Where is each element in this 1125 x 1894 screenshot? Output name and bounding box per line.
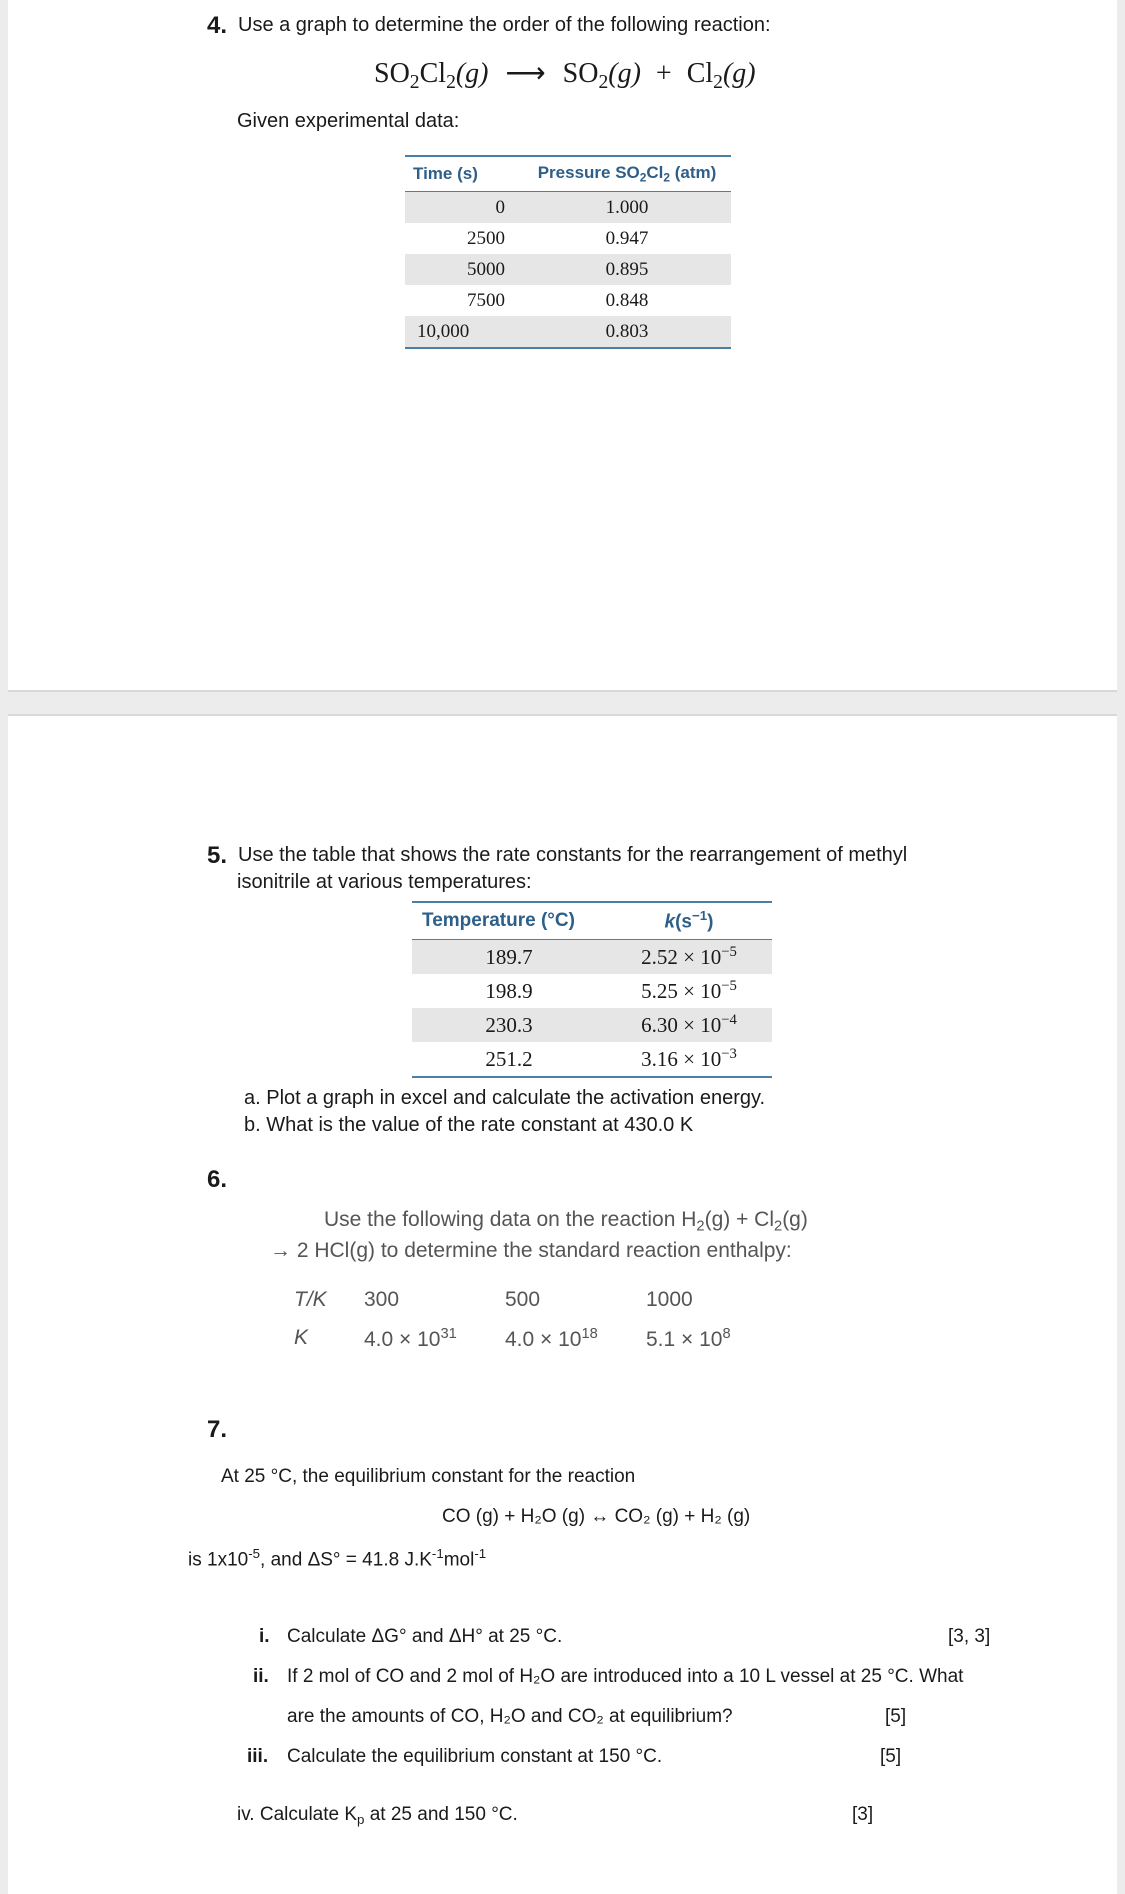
q4-text: Use a graph to determine the order of the following reaction: bbox=[238, 14, 771, 36]
q5-number: 5. bbox=[207, 842, 228, 869]
q5-text-line1: Use the table that shows the rate constants for the rearrangement of methyl bbox=[238, 844, 908, 866]
q6-K-label: K bbox=[294, 1326, 309, 1349]
q6-temp-1000: 1000 bbox=[646, 1288, 693, 1311]
table-row: 198.9 $5.25 \times 10^{-5}$ bbox=[485, 977, 737, 1004]
q7-ii-label: ii. bbox=[253, 1666, 269, 1687]
q7-given: is $1x10^{-5}$, and ΔS° = 41.8 $J.K^{-1}mol^{-1}$ bbox=[188, 1546, 487, 1571]
page-2 bbox=[8, 714, 1117, 1894]
q7-iii-text: Calculate the equilibrium constant at 150 °C. bbox=[287, 1746, 663, 1767]
reaction-arrow: ⟶ bbox=[505, 58, 546, 89]
q6-K-1000: $5.1 \times 10^8$ bbox=[646, 1326, 731, 1352]
header-temperature: Temperature (°C) bbox=[412, 902, 606, 940]
q4-given-label: Given experimental data: bbox=[237, 110, 460, 132]
q7-intro: At 25 °C, the equilibrium constant for the reaction bbox=[221, 1466, 636, 1487]
q6-temp-300: 300 bbox=[364, 1288, 400, 1311]
header-k: $k(s^{-1})$ bbox=[606, 902, 772, 940]
q6-temp-500: 500 bbox=[505, 1288, 541, 1311]
table-row: 5000 0.895 bbox=[405, 254, 731, 285]
table-row: 0 1.000 bbox=[405, 192, 731, 224]
table-row: 230.3 $6.30 \times 10^{-4}$ bbox=[412, 1008, 772, 1042]
q7-i-label: i. bbox=[259, 1626, 270, 1647]
table-row: 2500 0.947 bbox=[467, 227, 649, 249]
q7-i-marks: [3, 3] bbox=[948, 1626, 991, 1647]
q5-rate-table bbox=[412, 901, 772, 1078]
q7-number: 7. bbox=[207, 1416, 228, 1443]
q7-iii-marks: [5] bbox=[880, 1746, 902, 1767]
q7-iv-text: iv. Calculate $K_p$ at 25 and 150 °C. bbox=[237, 1804, 518, 1827]
table-row: 10,000 0.803 bbox=[405, 316, 731, 348]
q6-K-300: $4.0 \times 10^{31}$ bbox=[364, 1326, 457, 1352]
q5-part-b: b. What is the value of the rate constant at 430.0 K bbox=[244, 1114, 694, 1136]
header-pressure: Pressure $SO_2Cl_2$ (atm) bbox=[523, 156, 731, 192]
page-1 bbox=[8, 0, 1117, 692]
q6-line2: → 2 HCl(g) to determine the standard reaction enthalpy: bbox=[270, 1239, 792, 1262]
q7-i-text: Calculate ΔG° and ΔH° at 25 °C. bbox=[287, 1626, 563, 1647]
q4-data-table bbox=[405, 155, 731, 349]
q4-number: 4. bbox=[207, 12, 228, 39]
q6-number: 6. bbox=[207, 1166, 228, 1193]
table-row: 7500 0.848 bbox=[467, 289, 649, 311]
q7-iii-label: iii. bbox=[247, 1746, 269, 1767]
q7-ii-text2: are the amounts of CO, H₂O and CO₂ at equilibrium? bbox=[287, 1706, 733, 1727]
q5-text-line2: isonitrile at various temperatures: bbox=[237, 871, 532, 893]
q7-iv-marks: [3] bbox=[852, 1804, 874, 1825]
q4-equation: $SO_2Cl_2(g)$ ⟶ $SO_2(g) + Cl_2(g)$ bbox=[374, 58, 756, 93]
q7-ii-marks: [5] bbox=[885, 1706, 907, 1727]
q7-ii-text1: If 2 mol of CO and 2 mol of H₂O are introduced into a 10 L vessel at 25 °C. What bbox=[287, 1666, 964, 1687]
q6-T-label: T/K bbox=[294, 1288, 327, 1311]
table-row: 189.7 $2.52 \times 10^{-5}$ bbox=[412, 940, 772, 975]
table-row: 251.2 $3.16 \times 10^{-3}$ bbox=[412, 1042, 772, 1077]
header-time: Time (s) bbox=[405, 156, 523, 192]
q6-line1: Use the following data on the reaction $H_2(g) + Cl_2(g)$ bbox=[324, 1208, 808, 1235]
q7-equation: CO (g) + H₂O (g) ↔ CO₂ (g) + H₂ (g) bbox=[442, 1506, 751, 1527]
q5-part-a: a. Plot a graph in excel and calculate the activation energy. bbox=[244, 1087, 766, 1109]
q6-K-500: $4.0 \times 10^{18}$ bbox=[505, 1326, 598, 1352]
